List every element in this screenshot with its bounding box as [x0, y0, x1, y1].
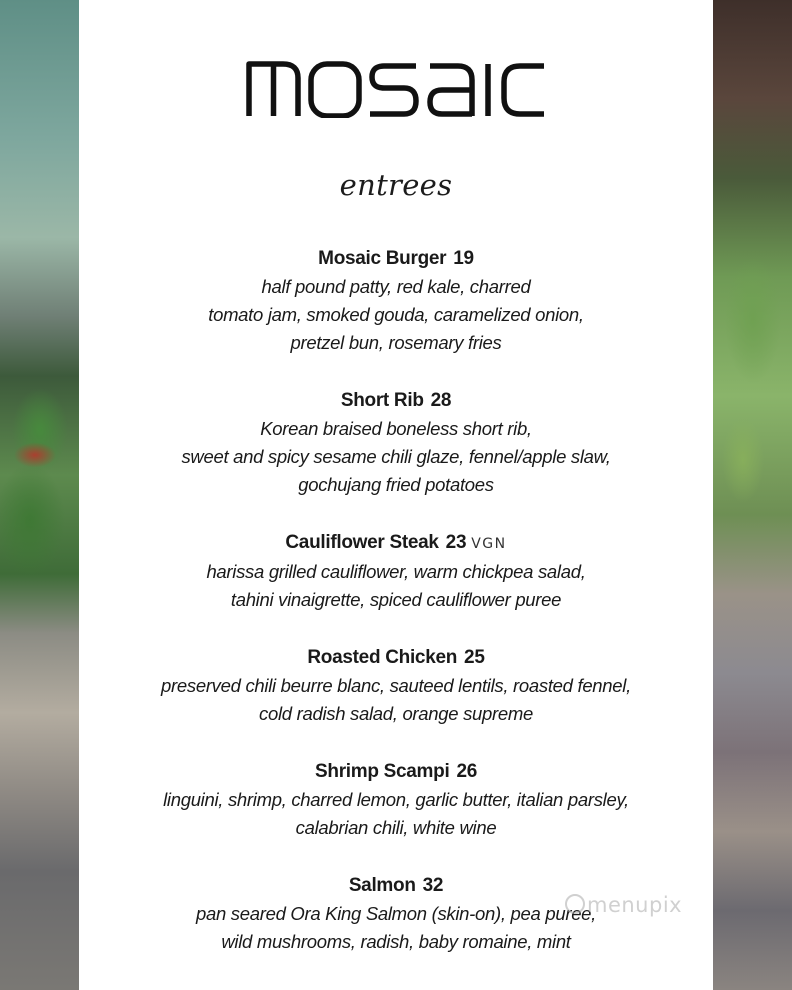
brand-logo-wordmark	[246, 54, 546, 118]
menu-item-description: half pound patty, red kale, charred	[261, 276, 531, 297]
menu-item-description: wild mushrooms, radish, baby romaine, mint	[221, 931, 571, 952]
menu-item-description: linguini, shrimp, charred lemon, garlic butter, italian parsley,	[163, 789, 629, 810]
menu-item-description: pretzel bun, rosemary fries	[290, 332, 502, 353]
menu-item-mosaic-burger	[79, 245, 713, 357]
watermark-icon	[565, 894, 585, 914]
menu-item-name: Shrimp Scampi	[315, 761, 450, 782]
menu-item-description: tahini vinaigrette, spiced cauliflower puree	[230, 589, 562, 610]
menu-item-description: preserved chili beurre blanc, sauteed lentils, roasted fennel,	[161, 675, 631, 696]
menu-item-description: tomato jam, smoked gouda, caramelized onion,	[208, 304, 584, 325]
background-photo-right	[713, 0, 792, 990]
watermark	[565, 893, 682, 917]
menu-item-description: harissa grilled cauliflower, warm chickpea salad,	[206, 561, 586, 582]
menu-item-price: 19	[453, 248, 474, 269]
brand-logo	[79, 54, 713, 134]
menu-item-roasted-chicken	[79, 644, 713, 728]
background-photo-left	[0, 0, 79, 990]
menu-item-price: 26	[456, 761, 477, 782]
menu-item-name: Mosaic Burger	[318, 248, 447, 269]
menu-item-name: Roasted Chicken	[307, 647, 458, 668]
menu-item-shrimp-scampi	[79, 758, 713, 842]
menu-item-description: calabrian chili, white wine	[295, 817, 497, 838]
menu-list	[79, 245, 713, 956]
menu-item-short-rib	[79, 387, 713, 499]
menu-page	[79, 0, 713, 990]
menu-item-description: Korean braised boneless short rib,	[260, 418, 532, 439]
menu-item-price: 32	[422, 875, 444, 896]
menu-item-description: pan seared Ora King Salmon (skin-on), pea puree,	[195, 903, 597, 924]
section-title: entrees	[339, 168, 453, 202]
vegan-tag: VGN	[471, 536, 507, 552]
menu-item-name: Cauliflower Steak	[285, 532, 439, 553]
watermark-text: menupix	[587, 893, 683, 917]
menu-item-name: Salmon	[348, 875, 416, 896]
menu-item-price: 28	[430, 390, 452, 411]
menu-item-description: gochujang fried potatoes	[298, 474, 494, 495]
menu-item-price: 25	[464, 647, 485, 668]
menu-item-description: sweet and spicy sesame chili glaze, fennel/apple slaw,	[181, 446, 611, 467]
menu-item-price: 23	[445, 532, 467, 553]
menu-item-name: Short Rib	[340, 390, 424, 411]
menu-item-cauliflower-steak	[79, 529, 713, 614]
menu-item-description: cold radish salad, orange supreme	[259, 703, 533, 724]
